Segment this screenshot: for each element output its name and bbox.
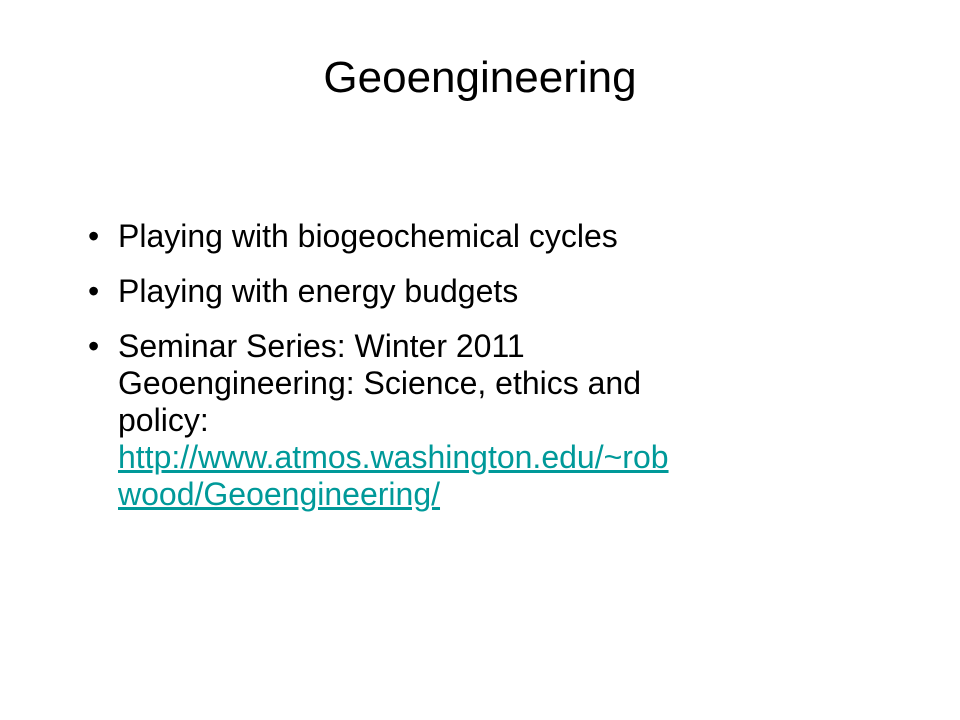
seminar-line-2: Geoengineering: Science, ethics and bbox=[118, 365, 642, 401]
bullet-text: Playing with energy budgets bbox=[118, 273, 519, 309]
bullet-seminar-series bbox=[72, 328, 892, 513]
slide-title: Geoengineering bbox=[323, 53, 637, 102]
bullet-dot-icon: • bbox=[88, 218, 100, 254]
bullet-energy-budgets bbox=[72, 273, 892, 310]
seminar-line-1: Seminar Series: Winter 2011 bbox=[118, 328, 525, 364]
bullet-list bbox=[72, 218, 892, 531]
bullet-dot-icon: • bbox=[88, 328, 100, 364]
seminar-url-line-1: http://www.atmos.washington.edu/~rob bbox=[118, 439, 669, 475]
seminar-line-3: policy: bbox=[118, 402, 209, 438]
bullet-biogeochemical-cycles bbox=[72, 218, 892, 255]
bullet-dot-icon: • bbox=[88, 273, 100, 309]
seminar-url-link[interactable] bbox=[118, 439, 892, 513]
seminar-url-line-2: wood/Geoengineering/ bbox=[118, 476, 441, 512]
bullet-text: Playing with biogeochemical cycles bbox=[118, 218, 618, 254]
